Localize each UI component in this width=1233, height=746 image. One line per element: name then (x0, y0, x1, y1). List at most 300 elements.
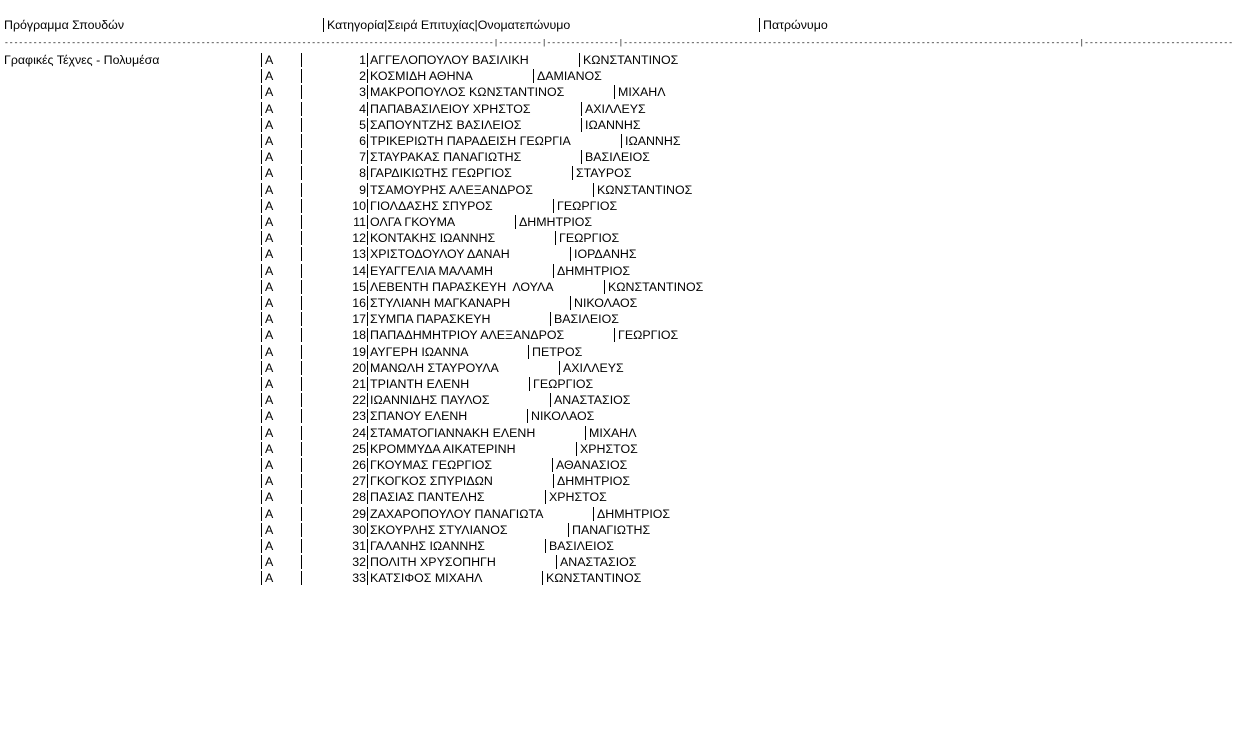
category-cell: Α (265, 166, 274, 181)
name-cell: ΠΑΣΙΑΣ ΠΑΝΤΕΛΗΣ (370, 490, 485, 505)
name-cell: ΙΩΑΝΝΙΔΗΣ ΠΑΥΛΟΣ (370, 393, 490, 408)
column-divider (581, 118, 582, 132)
column-divider (261, 215, 262, 229)
column-divider (301, 555, 302, 569)
column-divider (367, 118, 368, 132)
table-row (0, 182, 960, 198)
column-divider (367, 183, 368, 197)
column-divider (593, 183, 594, 197)
column-divider (545, 539, 546, 553)
rank-cell: 19 (352, 344, 366, 359)
column-divider (301, 85, 302, 99)
column-divider (555, 231, 556, 245)
column-divider (552, 458, 553, 472)
name-cell: ΣΑΠΟΥΝΤΖΗΣ ΒΑΣΙΛΕΙΟΣ (370, 117, 522, 132)
column-divider (576, 442, 577, 456)
column-divider (367, 150, 368, 164)
rank-cell: 33 (352, 571, 366, 586)
column-divider (367, 296, 368, 310)
table-row (0, 344, 960, 360)
category-cell: Α (265, 377, 274, 391)
father-cell: ΓΕΩΡΓΙΟΣ (533, 377, 594, 391)
table-row (0, 570, 960, 586)
father-cell: ΙΟΡΔΑΝΗΣ (574, 247, 637, 262)
rank-cell: 21 (352, 377, 366, 391)
column-divider (301, 183, 302, 197)
rank-cell: 30 (352, 522, 366, 537)
name-cell: ΑΥΓΕΡΗ ΙΩΑΝΝΑ (370, 344, 469, 359)
category-cell: Α (265, 279, 274, 294)
column-divider (301, 442, 302, 456)
name-cell: ΓΙΟΛΔΑΣΗΣ ΣΠΥΡΟΣ (370, 198, 493, 213)
father-cell: ΙΩΑΝΝΗΣ (585, 117, 641, 132)
rank-cell: 4 (359, 101, 366, 116)
name-cell: ΤΡΙΑΝΤΗ ΕΛΕΝΗ (370, 377, 470, 391)
name-cell: ΜΑΚΡΟΠΟΥΛΟΣ ΚΩΝΣΤΑΝΤΙΝΟΣ (370, 85, 565, 100)
rank-cell: 8 (359, 166, 366, 181)
column-divider (261, 571, 262, 585)
table-row (0, 392, 960, 408)
column-divider (570, 247, 571, 261)
column-divider (367, 312, 368, 326)
column-divider (367, 264, 368, 278)
category-cell: Α (265, 393, 274, 408)
father-cell: ΓΕΩΡΓΙΟΣ (557, 198, 618, 213)
category-cell: Α (265, 247, 274, 262)
column-divider (261, 393, 262, 407)
column-divider (367, 523, 368, 537)
rank-cell: 3 (359, 85, 366, 100)
column-divider (367, 458, 368, 472)
category-cell: Α (265, 441, 274, 456)
name-cell: ΓΑΛΑΝΗΣ ΙΩΑΝΝΗΣ (370, 539, 485, 553)
column-divider (261, 166, 262, 180)
father-cell: ΠΕΤΡΟΣ (532, 344, 583, 359)
rank-cell: 14 (352, 263, 366, 278)
column-divider (301, 280, 302, 294)
category-cell: Α (265, 571, 274, 586)
name-cell: ΛΕΒΕΝΤΗ ΠΑΡΑΣΚΕΥΗ ΛΟΥΛΑ (370, 279, 554, 294)
header-category-order-name: Κατηγορία|Σειρά Επιτυχίας|Ονοματεπώνυμο (327, 18, 571, 32)
column-divider (604, 280, 605, 294)
table-row (0, 84, 960, 100)
category-cell: Α (265, 312, 274, 327)
column-divider (301, 296, 302, 310)
column-divider (550, 312, 551, 326)
table-row (0, 133, 960, 149)
father-cell: ΜΙΧΑΗΛ (618, 85, 666, 100)
father-cell: ΑΝΑΣΤΑΣΙΟΣ (554, 393, 631, 408)
category-cell: Α (265, 231, 274, 246)
rank-cell: 6 (359, 134, 366, 148)
rank-cell: 11 (353, 215, 366, 229)
column-divider (367, 377, 368, 391)
column-divider (301, 328, 302, 342)
column-divider (367, 409, 368, 423)
column-divider (585, 426, 586, 440)
column-divider (301, 490, 302, 504)
father-cell: ΧΡΗΣΤΟΣ (549, 490, 607, 505)
column-divider (261, 539, 262, 553)
table-row (0, 230, 960, 246)
column-divider (367, 166, 368, 180)
name-cell: ΟΛΓΑ ΓΚΟΥΜΑ (370, 215, 456, 229)
name-cell: ΣΤΥΛΙΑΝΗ ΜΑΓΚΑΝΑΡΗ (370, 296, 511, 310)
name-cell: ΚΡΟΜΜΥΔΑ ΑΙΚΑΤΕΡΙΝΗ (370, 441, 516, 456)
column-divider (301, 69, 302, 83)
category-cell: Α (265, 522, 274, 537)
rank-cell: 9 (359, 182, 366, 197)
column-divider (367, 85, 368, 99)
father-cell: ΑΘΑΝΑΣΙΟΣ (556, 458, 628, 472)
name-cell: ΧΡΙΣΤΟΔΟΥΛΟΥ ΔΑΝΑΗ (370, 247, 510, 262)
column-divider (301, 345, 302, 359)
column-divider (367, 474, 368, 488)
category-cell: Α (265, 53, 274, 67)
name-cell: ΣΥΜΠΑ ΠΑΡΑΣΚΕΥΗ (370, 312, 491, 327)
father-cell: ΔΑΜΙΑΝΟΣ (537, 69, 602, 84)
column-divider (614, 328, 615, 342)
name-cell: ΤΣΑΜΟΥΡΗΣ ΑΛΕΞΑΝΔΡΟΣ (370, 182, 533, 197)
rank-cell: 22 (352, 393, 366, 408)
column-divider (301, 312, 302, 326)
father-cell: ΝΙΚΟΛΑΟΣ (574, 296, 638, 310)
column-divider (556, 555, 557, 569)
column-divider (261, 312, 262, 326)
column-divider (529, 377, 530, 391)
rank-cell: 18 (352, 328, 366, 343)
column-divider (301, 474, 302, 488)
father-cell: ΒΑΣΙΛΕΙΟΣ (585, 150, 650, 165)
category-cell: Α (265, 69, 274, 84)
column-divider (367, 69, 368, 83)
column-divider (614, 85, 615, 99)
column-divider (261, 490, 262, 504)
category-cell: Α (265, 101, 274, 116)
rank-cell: 16 (352, 296, 366, 310)
father-cell: ΝΙΚΟΛΑΟΣ (531, 409, 595, 424)
category-cell: Α (265, 182, 274, 197)
column-divider (301, 426, 302, 440)
father-cell: ΠΑΝΑΓΙΩΤΗΣ (572, 522, 651, 537)
name-cell: ΚΟΝΤΑΚΗΣ ΙΩΑΝΝΗΣ (370, 231, 496, 246)
table-row (0, 506, 960, 522)
table-row (0, 165, 960, 181)
column-divider (301, 134, 302, 148)
name-cell: ΕΥΑΓΓΕΛΙΑ ΜΑΛΑΜΗ (370, 263, 493, 278)
name-cell: ΠΟΛΙΤΗ ΧΡΥΣΟΠΗΓΗ (370, 555, 496, 570)
column-divider (301, 409, 302, 423)
father-cell: ΓΕΩΡΓΙΟΣ (618, 328, 679, 343)
column-divider (261, 118, 262, 132)
category-cell: Α (265, 506, 274, 521)
table-row (0, 263, 960, 279)
column-divider (533, 69, 534, 83)
rank-cell: 28 (352, 490, 366, 505)
category-cell: Α (265, 328, 274, 343)
category-cell: Α (265, 555, 274, 570)
column-divider (367, 507, 368, 521)
column-divider (545, 490, 546, 504)
column-divider (301, 377, 302, 391)
category-cell: Α (265, 539, 274, 553)
column-divider (261, 134, 262, 148)
rank-cell: 5 (359, 117, 366, 132)
column-divider (568, 523, 569, 537)
father-cell: ΧΡΗΣΤΟΣ (580, 441, 638, 456)
column-divider (261, 247, 262, 261)
name-cell: ΣΤΑΜΑΤΟΓΙΑΝΝΑΚΗ ΕΛΕΝΗ (370, 425, 536, 440)
category-cell: Α (265, 344, 274, 359)
table-row (0, 295, 960, 311)
column-divider (261, 426, 262, 440)
name-cell: ΖΑΧΑΡΟΠΟΥΛΟΥ ΠΑΝΑΓΙΩΤΑ (370, 506, 544, 521)
table-row (0, 408, 960, 424)
column-divider (301, 166, 302, 180)
rank-cell: 20 (352, 360, 366, 375)
column-divider (367, 571, 368, 585)
column-divider (261, 442, 262, 456)
column-divider (301, 539, 302, 553)
column-divider (261, 458, 262, 472)
name-cell: ΚΑΤΣΙΦΟΣ ΜΙΧΑΗΛ (370, 571, 483, 586)
column-divider (301, 458, 302, 472)
rank-cell: 27 (352, 474, 366, 489)
rank-cell: 12 (352, 231, 366, 246)
column-divider (527, 409, 528, 423)
column-divider (367, 328, 368, 342)
father-cell: ΔΗΜΗΤΡΙΟΣ (557, 474, 631, 489)
column-divider (261, 523, 262, 537)
category-cell: Α (265, 296, 274, 310)
table-row (0, 554, 960, 570)
father-cell: ΑΝΑΣΤΑΣΙΟΣ (560, 555, 637, 570)
name-cell: ΚΟΣΜΙΔΗ ΑΘΗΝΑ (370, 69, 473, 84)
column-divider (301, 118, 302, 132)
column-divider (367, 361, 368, 375)
father-cell: ΒΑΣΙΛΕΙΟΣ (554, 312, 619, 327)
column-divider (367, 53, 368, 67)
table-row (0, 376, 960, 392)
table-row (0, 214, 960, 230)
column-divider (261, 85, 262, 99)
rank-cell: 15 (352, 279, 366, 294)
rank-cell: 24 (352, 425, 366, 440)
column-divider (261, 345, 262, 359)
column-divider (515, 215, 516, 229)
column-divider (593, 507, 594, 521)
name-cell: ΓΑΡΔΙΚΙΩΤΗΣ ΓΕΩΡΓΙΟΣ (370, 166, 512, 181)
column-divider (261, 199, 262, 213)
rank-cell: 10 (352, 198, 366, 213)
table-row (0, 441, 960, 457)
table-row (0, 101, 960, 117)
column-divider (301, 150, 302, 164)
column-divider (261, 150, 262, 164)
column-divider (301, 507, 302, 521)
name-cell: ΑΓΓΕΛΟΠΟΥΛΟΥ ΒΑΣΙΛΙΚΗ (370, 53, 529, 67)
header-father: Πατρώνυμο (763, 18, 828, 32)
category-cell: Α (265, 134, 274, 148)
column-divider (261, 474, 262, 488)
column-divider (367, 215, 368, 229)
father-cell: ΓΕΩΡΓΙΟΣ (559, 231, 620, 246)
father-cell: ΑΧΙΛΛΕΥΣ (563, 360, 624, 375)
column-divider (759, 18, 760, 32)
column-divider (367, 199, 368, 213)
name-cell: ΓΚΟΥΜΑΣ ΓΕΩΡΓΙΟΣ (370, 458, 493, 472)
column-divider (301, 215, 302, 229)
column-divider (367, 247, 368, 261)
column-divider (261, 361, 262, 375)
column-divider (550, 393, 551, 407)
column-divider (301, 571, 302, 585)
table-row (0, 52, 960, 68)
table-row (0, 149, 960, 165)
rank-cell: 29 (352, 506, 366, 521)
column-divider (261, 102, 262, 116)
category-cell: Α (265, 215, 274, 229)
table-row (0, 198, 960, 214)
column-divider (301, 199, 302, 213)
name-cell: ΣΚΟΥΡΛΗΣ ΣΤΥΛΙΑΝΟΣ (370, 522, 508, 537)
rank-cell: 1 (359, 53, 366, 67)
column-divider (581, 102, 582, 116)
father-cell: ΑΧΙΛΛΕΥΣ (585, 101, 646, 116)
column-divider (367, 134, 368, 148)
name-cell: ΠΑΠΑΒΑΣΙΛΕΙΟΥ ΧΡΗΣΤΟΣ (370, 101, 531, 116)
rank-cell: 26 (352, 458, 366, 472)
rank-cell: 23 (352, 409, 366, 424)
column-divider (367, 102, 368, 116)
category-cell: Α (265, 198, 274, 213)
column-divider (367, 393, 368, 407)
column-divider (621, 134, 622, 148)
table-row (0, 538, 960, 554)
column-divider (301, 102, 302, 116)
column-divider (261, 377, 262, 391)
table-row (0, 473, 960, 489)
category-cell: Α (265, 425, 274, 440)
table-row (0, 489, 960, 505)
father-cell: ΔΗΜΗΤΡΙΟΣ (597, 506, 671, 521)
column-divider (261, 231, 262, 245)
header-program: Πρόγραμμα Σπουδών (4, 18, 125, 32)
rank-cell: 31 (352, 539, 366, 553)
column-divider (367, 426, 368, 440)
column-divider (301, 361, 302, 375)
column-divider (367, 231, 368, 245)
column-divider (301, 523, 302, 537)
category-cell: Α (265, 117, 274, 132)
column-divider (553, 474, 554, 488)
column-divider (542, 571, 543, 585)
table-row (0, 311, 960, 327)
rank-cell: 13 (352, 247, 366, 262)
column-divider (301, 231, 302, 245)
name-cell: ΠΑΠΑΔΗΜΗΤΡΙΟΥ ΑΛΕΞΑΝΔΡΟΣ (370, 328, 565, 343)
column-divider (301, 247, 302, 261)
rank-cell: 7 (359, 150, 366, 165)
column-divider (261, 53, 262, 67)
column-divider (553, 199, 554, 213)
rank-cell: 32 (352, 555, 366, 570)
column-divider (579, 53, 580, 67)
table-row (0, 425, 960, 441)
column-divider (572, 166, 573, 180)
father-cell: ΚΩΝΣΤΑΝΤΙΝΟΣ (597, 182, 693, 197)
category-cell: Α (265, 85, 274, 100)
program-name: Γραφικές Τέχνες - Πολυμέσα (4, 53, 160, 67)
column-divider (261, 328, 262, 342)
column-divider (553, 264, 554, 278)
category-cell: Α (265, 474, 274, 489)
column-divider (261, 409, 262, 423)
father-cell: ΙΩΑΝΝΗΣ (625, 134, 681, 148)
table-row (0, 360, 960, 376)
column-divider (261, 555, 262, 569)
column-divider (367, 280, 368, 294)
father-cell: ΒΑΣΙΛΕΙΟΣ (549, 539, 614, 553)
category-cell: Α (265, 490, 274, 505)
name-cell: ΤΡΙΚΕΡΙΩΤΗ ΠΑΡΑΔΕΙΣΗ ΓΕΩΡΓΙΑ (370, 134, 571, 148)
table-row (0, 279, 960, 295)
column-divider (261, 280, 262, 294)
column-divider (367, 490, 368, 504)
table-row (0, 457, 960, 473)
category-cell: Α (265, 263, 274, 278)
column-divider (301, 53, 302, 67)
name-cell: ΜΑΝΩΛΗ ΣΤΑΥΡΟΥΛΑ (370, 360, 499, 375)
rank-cell: 25 (352, 441, 366, 456)
column-divider (261, 264, 262, 278)
table-row (0, 522, 960, 538)
father-cell: ΔΗΜΗΤΡΙΟΣ (519, 215, 593, 229)
column-divider (528, 345, 529, 359)
column-divider (261, 183, 262, 197)
name-cell: ΓΚΟΓΚΟΣ ΣΠΥΡΙΔΩΝ (370, 474, 493, 489)
column-divider (581, 150, 582, 164)
table-row (0, 68, 960, 84)
rank-cell: 17 (352, 312, 366, 327)
table-row (0, 327, 960, 343)
header-row (0, 17, 828, 33)
name-cell: ΣΤΑΥΡΑΚΑΣ ΠΑΝΑΓΙΩΤΗΣ (370, 150, 522, 165)
column-divider (367, 555, 368, 569)
father-cell: ΚΩΝΣΤΑΝΤΙΝΟΣ (546, 571, 642, 586)
column-divider (559, 361, 560, 375)
category-cell: Α (265, 150, 274, 165)
column-divider (261, 507, 262, 521)
father-cell: ΜΙΧΑΗΛ (589, 425, 637, 440)
column-divider (367, 539, 368, 553)
father-cell: ΣΤΑΥΡΟΣ (576, 166, 632, 181)
column-divider (301, 264, 302, 278)
separator-line: ------------------------------------------------------------------------------------------------------|---------|---------------|-----------------------------------------------------------------------------------------------|------------------------------- (4, 39, 1233, 48)
column-divider (323, 18, 324, 32)
column-divider (261, 69, 262, 83)
category-cell: Α (265, 409, 274, 424)
father-cell: ΔΗΜΗΤΡΙΟΣ (557, 263, 631, 278)
column-divider (301, 393, 302, 407)
column-divider (261, 296, 262, 310)
name-cell: ΣΠΑΝΟΥ ΕΛΕΝΗ (370, 409, 468, 424)
father-cell: ΚΩΝΣΤΑΝΤΙΝΟΣ (608, 279, 704, 294)
column-divider (367, 442, 368, 456)
table-row (0, 117, 960, 133)
category-cell: Α (265, 458, 274, 472)
column-divider (367, 345, 368, 359)
